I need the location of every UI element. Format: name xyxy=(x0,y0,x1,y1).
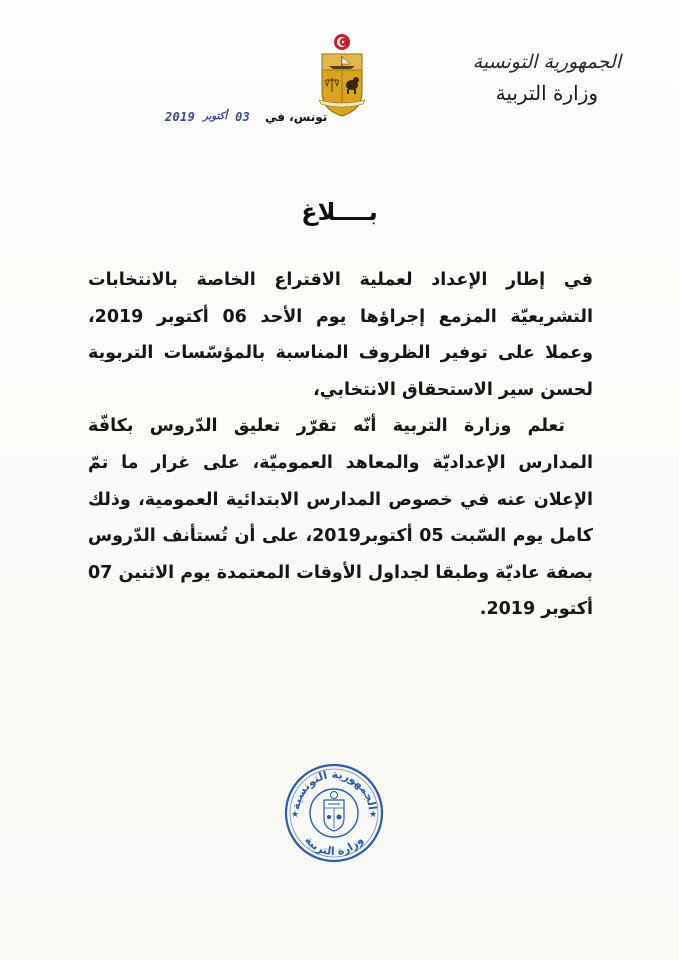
date-line xyxy=(165,108,328,130)
svg-text:★: ★ xyxy=(291,810,300,820)
coat-of-arms-icon xyxy=(317,32,367,118)
ministry-name: وزارة التربية xyxy=(495,80,599,105)
date-stamp-day: 03 xyxy=(235,110,251,124)
seal-bottom-text: وزارة التربية xyxy=(302,833,366,859)
paragraph-1: في إطار الإعداد لعملية الاقتراع الخاصة بالانتخابات التشريعيّة المزمع إجراؤها يوم الأحد 06 أكتوبر 2019، وعملا على توفير الظروف المناسبة بالمؤسّسات التربوية لحسن سير الاستحقاق الانتخابي، xyxy=(88,270,594,400)
date-stamp-year: 2019 xyxy=(165,110,196,124)
svg-text:★: ★ xyxy=(369,810,378,820)
announcement-body xyxy=(88,262,593,628)
date-label: تونس، في xyxy=(265,110,328,124)
republic-name: الجمهورية التونسية xyxy=(472,51,621,73)
document-title: بــــلاغ xyxy=(301,198,378,226)
ministry-header xyxy=(473,52,621,105)
date-stamp xyxy=(165,110,250,124)
ministry-seal-icon xyxy=(283,762,385,864)
date-stamp-month: أكتوبر xyxy=(203,111,228,122)
seal-top-text: الجمهورية التونسية xyxy=(289,767,379,811)
paragraph-2: تعلم وزارة التربية أنّه تقرّر تعليق الدّروس بكافّة المدارس الإعداديّة والمعاهد العموميّة، على غرار ما تمّ الإعلان عنه في خصوص المدارس الابتدائية العمومية، وذلك كامل يوم السّبت 05 أكتوبر2019، على أن تُستأنف الدّروس بصفة عاديّة وطبقا لجداول الأوقات المعتمدة يوم الاثنين 07 أكتوبر 2019. xyxy=(88,416,593,620)
